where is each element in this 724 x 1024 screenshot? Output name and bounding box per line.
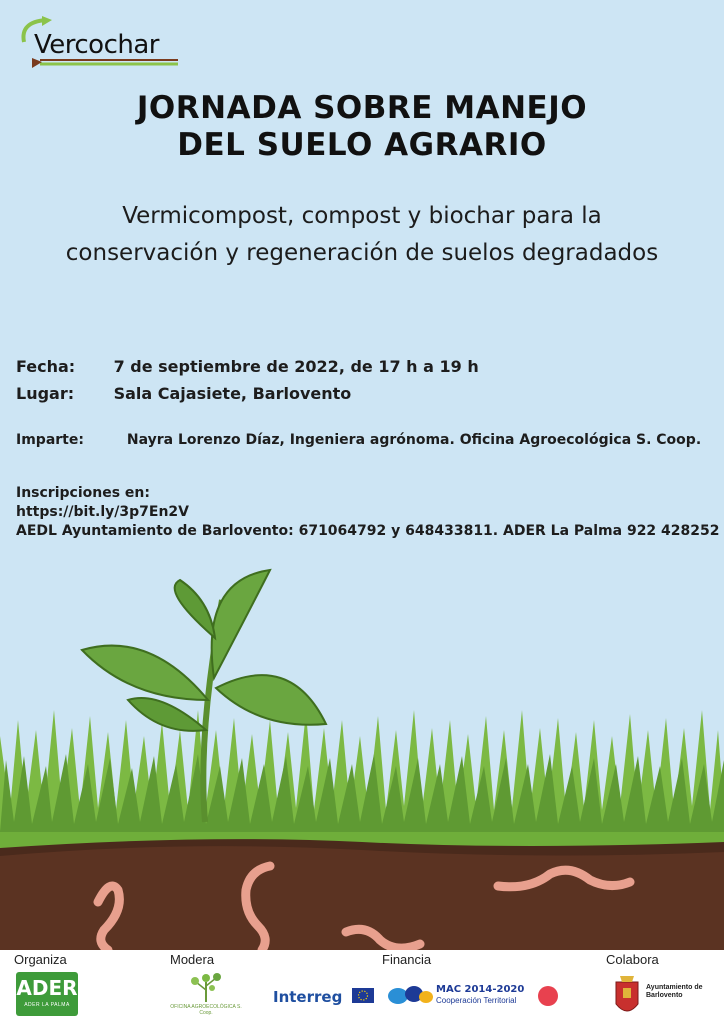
eu-flag-icon (352, 988, 374, 1003)
title-line-2: DEL SUELO AGRARIO (177, 127, 547, 163)
vercochar-logo (18, 14, 188, 74)
mac-logo-icon (386, 982, 434, 1008)
inscripciones-block (16, 484, 720, 541)
ayuntamiento-text: Ayuntamiento de Barlovento (646, 984, 703, 999)
lugar-label: Lugar: (16, 384, 75, 403)
sponsors-footer (0, 950, 724, 1024)
page-title (0, 90, 724, 164)
imparte-value: Nayra Lorenzo Díaz, Ingeniera agrónoma. Oficina Agroecológica S. Coop. (126, 432, 702, 448)
organiza-label: Organiza (14, 952, 67, 967)
title-line-1: JORNADA SOBRE MANEJO (136, 90, 588, 126)
ader-logo (16, 972, 78, 1016)
ayuntamiento-logo (612, 972, 722, 1020)
canarias-logo-icon (538, 986, 558, 1006)
fecha-value: 7 de septiembre de 2022, de 17 h a 19 h (113, 357, 479, 376)
coat-of-arms-icon (612, 972, 642, 1020)
tree-icon (170, 968, 242, 1004)
lugar-value: Sala Cajasiete, Barlovento (113, 384, 352, 403)
mac-title: MAC 2014-2020 (436, 984, 525, 995)
inscripciones-contacts: AEDL Ayuntamiento de Barlovento: 671064792 y 648433811. ADER La Palma 922 428252 (16, 523, 720, 539)
modera-label: Modera (170, 952, 215, 967)
oficina-logo-text: OFICINA AGROECOLÓGICA S. Coop. (170, 1004, 242, 1016)
logo-text: Vercochar (34, 30, 159, 60)
mac-logo (386, 982, 526, 1008)
oficina-agroecologica-logo (170, 968, 242, 1022)
imparte-row (16, 432, 701, 448)
colabora-label: Colabora (606, 952, 659, 967)
imparte-label: Imparte: (16, 432, 84, 448)
lugar-row (16, 384, 351, 403)
inscripciones-heading: Inscripciones en: (16, 485, 150, 501)
fecha-label: Fecha: (16, 357, 76, 376)
subtitle: Vermicompost, compost y biochar para la conservación y regeneración de suelos degradados (65, 203, 659, 266)
inscripciones-link[interactable]: https://bit.ly/3p7En2V (16, 504, 190, 520)
mac-subtitle: Cooperación Territorial (436, 996, 517, 1005)
ader-logo-text: ADER (16, 976, 78, 1000)
ader-logo-subtext: ADER LA PALMA (24, 1002, 70, 1008)
soil-illustration (0, 560, 724, 952)
interreg-logo: Interreg (273, 988, 343, 1006)
fecha-row (16, 357, 479, 376)
financia-label: Financia (382, 952, 432, 967)
